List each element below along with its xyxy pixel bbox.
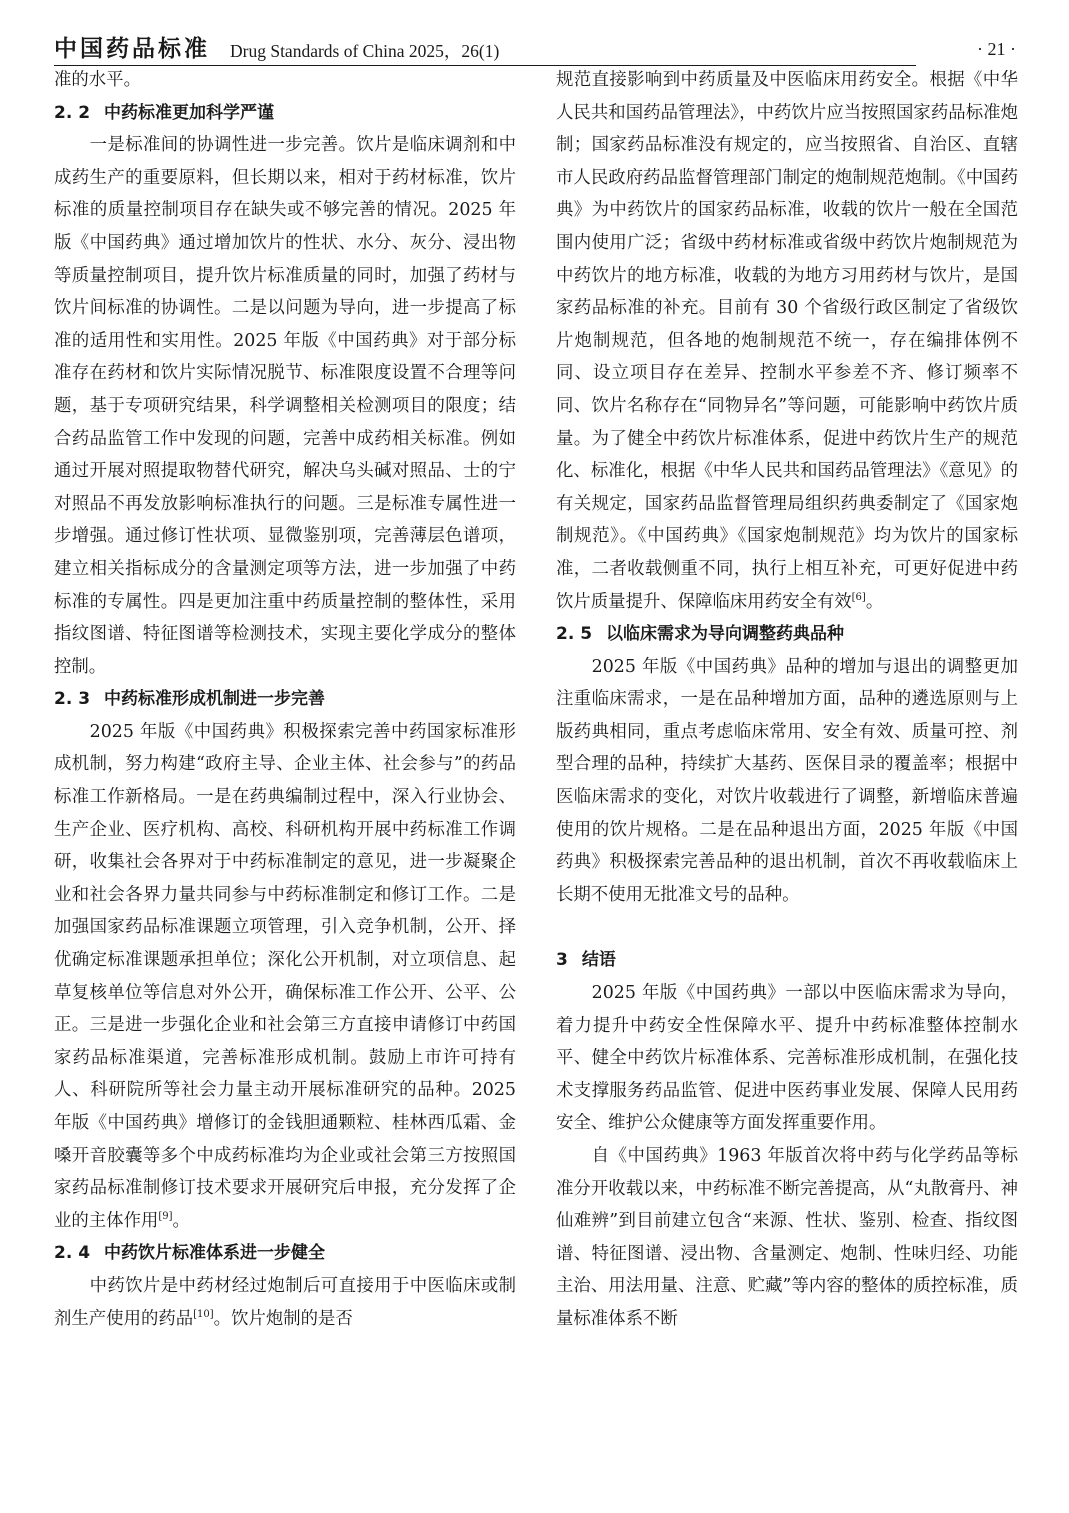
section-title: 中药饮片标准体系进一步健全 [104, 1243, 326, 1264]
journal-title-en: Drug Standards of China 2025，26(1) [230, 41, 500, 61]
section-2-4-heading [54, 1237, 516, 1270]
section-number: 2. 2 [54, 102, 91, 123]
paragraph-text: 中药饮片是中药材经过炮制后可直接用于中医临床或制剂生产使用的药品 [54, 1275, 516, 1329]
right-column [556, 64, 1018, 1336]
paragraph-text: 规范直接影响到中药质量及中医临床用药安全。根据《中华人民共和国药品管理法》，中药饮片应当按照国家药品标准炮制；国家药品标准没有规定的，应当按照省、自治区、直辖市人民政府药品监督管理部门制定的炮制规范炮制。《中国药典》为中药饮片的国家药品标准，收载的饮片一般在全国范围内使用广泛；省级中药材标准或省级中药饮片炮制规范为中药饮片的地方标准，收载的为地方习用药材与饮片，是国家药品标准的补充。目前有 30 个省级行政区制定了省级饮片炮制规范，但各地的炮制规范不统一，存在编排体例不同、设立项目存在差异、控制水平参差不齐、修订频率不同、饮片名称存在“同物异名”等问题，可能影响中药饮片质量。为了健全中药饮片标准体系，促进中药饮片生产的规范化、标准化，根据《中华人民共和国药品管理法》《意见》的有关规定，国家药品监督管理局组织药典委制定了《国家炮制规范》。《中国药典》《国家炮制规范》均为饮片的国家标准，二者收载侧重不同，执行上相互补充，可更好促进中药饮片质量提升、保障临床用药安全有效 [556, 70, 1018, 612]
conclusion-paragraph-1: 2025 年版《中国药典》一部以中医临床需求为导向，着力提升中药安全性保障水平、提升中药标准整体控制水平、健全中药饮片标准体系、完善标准形成机制，在强化技术支撑服务药品监管、促进中医药事业发展、保障人民用药安全、维护公众健康等方面发挥重要作用。 [556, 983, 1018, 1134]
section-2-5-paragraph: 2025 年版《中国药典》品种的增加与退出的调整更加注重临床需求，一是在品种增加方面，品种的遴选原则与上版药典相同，重点考虑临床常用、安全有效、质量可控、剂型合理的品种，持续扩大基药、医保目录的覆盖率；根据中医临床需求的变化，对饮片收载进行了调整，新增临床普遍使用的饮片规格。二是在品种退出方面，2025 年版《中国药典》积极探索完善品种的退出机制，首次不再收载临床上长期不使用无批准文号的品种。 [556, 656, 1018, 905]
section-3-heading [556, 944, 1018, 977]
running-header [54, 34, 1016, 66]
journal-title-cn: 中国药品标准 [54, 35, 210, 62]
citation-ref: [10] [193, 1308, 214, 1320]
citation-ref: [9] [158, 1210, 173, 1222]
section-2-4-paragraph [54, 1270, 516, 1335]
paragraph-continuation: 准的水平。 [54, 70, 141, 90]
paragraph-tail: 。 [865, 591, 884, 612]
section-number: 2. 5 [556, 624, 593, 645]
section-title: 中药标准更加科学严谨 [104, 102, 275, 123]
section-2-3-paragraph [54, 716, 516, 1238]
section-2-3-heading [54, 683, 516, 716]
page-number: · 21 · [977, 39, 1016, 59]
section-2-2-paragraph: 一是标准间的协调性进一步完善。饮片是临床调剂和中成药生产的重要原料，但长期以来，相对于药材标准，饮片标准的质量控制项目存在缺失或不够完善的情况。2025 年版《中国药典》通过增加饮片的性状、水分、灰分、浸出物等质量控制项目，提升饮片标准质量的同时，加强了药材与饮片间标准的协调性。二是以问题为导向，进一步提高了标准的适用性和实用性。2025 年版《中国药典》对于部分标准存在药材和饮片实际情况脱节、标准限度设置不合理等问题，基于专项研究结果，科学调整相关检测项目的限度；结合药品监管工作中发现的问题，完善中成药相关标准。例如通过开展对照提取物替代研究，解决乌头碱对照品、士的宁对照品不再发放影响标准执行的问题。三是标准专属性进一步增强。通过修订性状项、显微鉴别项，完善薄层色谱项，建立相关指标成分的含量测定项等方法，进一步加强了中药标准的专属性。四是更加注重中药质量控制的整体性，采用指纹图谱、特征图谱等检测技术，实现主要化学成分的整体控制。 [54, 135, 516, 677]
paragraph-tail: 。饮片炮制的是否 [213, 1308, 353, 1329]
section-number: 2. 3 [54, 689, 91, 710]
paragraph-text: 2025 年版《中国药典》积极探索完善中药国家标准形成机制，努力构建“政府主导、企业主体、社会参与”的药品标准工作新格局。一是在药典编制过程中，深入行业协会、生产企业、医疗机构、高校、科研机构开展中药标准工作调研，收集社会各界对于中药标准制定的意见，进一步凝聚企业和社会各界力量共同参与中药标准制定和修订工作。二是加强国家药品标准课题立项管理，引入竞争机制，公开、择优确定标准课题承担单位；深化公开机制，对立项信息、起草复核单位等信息对外公开，确保标准工作公开、公平、公正。三是进一步强化企业和社会第三方直接申请修订中药国家药品标准渠道，完善标准形成机制。鼓励上市许可持有人、科研院所等社会力量主动开展标准研究的品种。2025 年版《中国药典》增修订的金钱胆通颗粒、桂林西瓜霜、金嗓开音胶囊等多个中成药标准均为企业或社会第三方按照国家药品标准制修订技术要求开展研究后申报，充分发挥了企业的主体作用 [54, 721, 516, 1231]
section-title: 以临床需求为导向调整药典品种 [606, 624, 845, 645]
left-column [54, 64, 516, 1335]
paragraph-continuation [556, 64, 1018, 618]
section-title: 结语 [581, 950, 616, 971]
section-2-5-heading [556, 618, 1018, 651]
paragraph-tail: 。 [172, 1210, 190, 1231]
section-number: 2. 4 [54, 1243, 91, 1264]
section-number: 3 [556, 950, 568, 971]
conclusion-paragraph-2: 自《中国药典》1963 年版首次将中药与化学药品等标准分开收载以来，中药标准不断完善提高，从“丸散膏丹、神仙难辨”到目前建立包含“来源、性状、鉴别、检查、指纹图谱、特征图谱、浸出物、含量测定、炮制、性味归经、功能主治、用法用量、注意、贮藏”等内容的整体的质控标准，质量标准体系不断 [556, 1146, 1018, 1329]
citation-ref: [6] [851, 591, 866, 603]
section-2-2-heading [54, 97, 516, 130]
section-title: 中药标准形成机制进一步完善 [104, 689, 326, 710]
